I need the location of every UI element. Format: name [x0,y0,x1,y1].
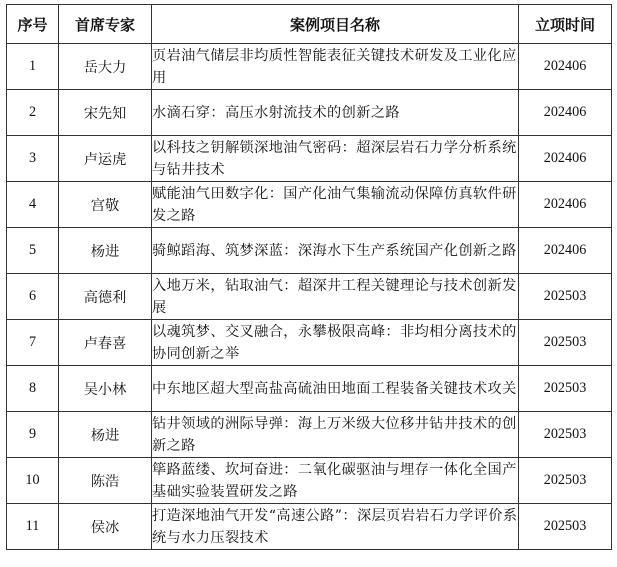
row-index: 2 [7,90,59,136]
row-expert: 卢春喜 [59,320,152,366]
row-index: 7 [7,320,59,366]
row-index: 4 [7,182,59,228]
table-row [7,44,612,90]
row-date: 202503 [519,504,612,550]
table-row [7,366,612,412]
row-project: 中东地区超大型高盐高硫油田地面工程装备关键技术攻关 [152,366,519,412]
row-expert: 吴小林 [59,366,152,412]
row-index: 5 [7,228,59,274]
row-project: 以魂筑梦、交叉融合，永攀极限高峰：非均相分离技术的协同创新之举 [152,320,519,366]
row-date: 202503 [519,412,612,458]
header-index: 序号 [7,5,59,44]
table-row [7,320,612,366]
table-row [7,228,612,274]
row-expert: 高德利 [59,274,152,320]
row-expert: 卢运虎 [59,136,152,182]
row-project: 页岩油气储层非均质性智能表征关键技术研发及工业化应用 [152,44,519,90]
row-project: 骑鲸蹈海、筑梦深蓝：深海水下生产系统国产化创新之路 [152,228,519,274]
row-date: 202406 [519,90,612,136]
table-row [7,412,612,458]
row-project: 入地万米，钻取油气：超深井工程关键理论与技术创新发展 [152,274,519,320]
header-expert: 首席专家 [59,5,152,44]
project-table [6,4,612,550]
header-project: 案例项目名称 [152,5,519,44]
row-project: 以科技之钥解锁深地油气密码：超深层岩石力学分析系统与钻井技术 [152,136,519,182]
header-date: 立项时间 [519,5,612,44]
row-date: 202503 [519,274,612,320]
row-date: 202503 [519,366,612,412]
table-body [7,44,612,550]
row-index: 6 [7,274,59,320]
table-row [7,504,612,550]
row-project: 钻井领域的洲际导弹：海上万米级大位移井钻井技术的创新之路 [152,412,519,458]
row-expert: 陈浩 [59,458,152,504]
table-row [7,274,612,320]
row-date: 202406 [519,182,612,228]
row-expert: 岳大力 [59,44,152,90]
table-row [7,90,612,136]
row-project: 筚路蓝缕、坎坷奋进：二氧化碳驱油与埋存一体化全国产基础实验装置研发之路 [152,458,519,504]
row-index: 11 [7,504,59,550]
row-date: 202406 [519,228,612,274]
table-row [7,136,612,182]
row-date: 202503 [519,320,612,366]
row-expert: 宋先知 [59,90,152,136]
row-expert: 杨进 [59,228,152,274]
row-index: 8 [7,366,59,412]
row-project: 赋能油气田数字化：国产化油气集输流动保障仿真软件研发之路 [152,182,519,228]
row-date: 202503 [519,458,612,504]
row-date: 202406 [519,136,612,182]
row-index: 9 [7,412,59,458]
table-header-row [7,5,612,44]
row-expert: 宫敬 [59,182,152,228]
row-expert: 杨进 [59,412,152,458]
row-project: 打造深地油气开发“高速公路”：深层页岩岩石力学评价系统与水力压裂技术 [152,504,519,550]
row-project: 水滴石穿：高压水射流技术的创新之路 [152,90,519,136]
row-index: 10 [7,458,59,504]
table-row [7,182,612,228]
row-date: 202406 [519,44,612,90]
row-index: 1 [7,44,59,90]
row-index: 3 [7,136,59,182]
table-row [7,458,612,504]
row-expert: 侯冰 [59,504,152,550]
